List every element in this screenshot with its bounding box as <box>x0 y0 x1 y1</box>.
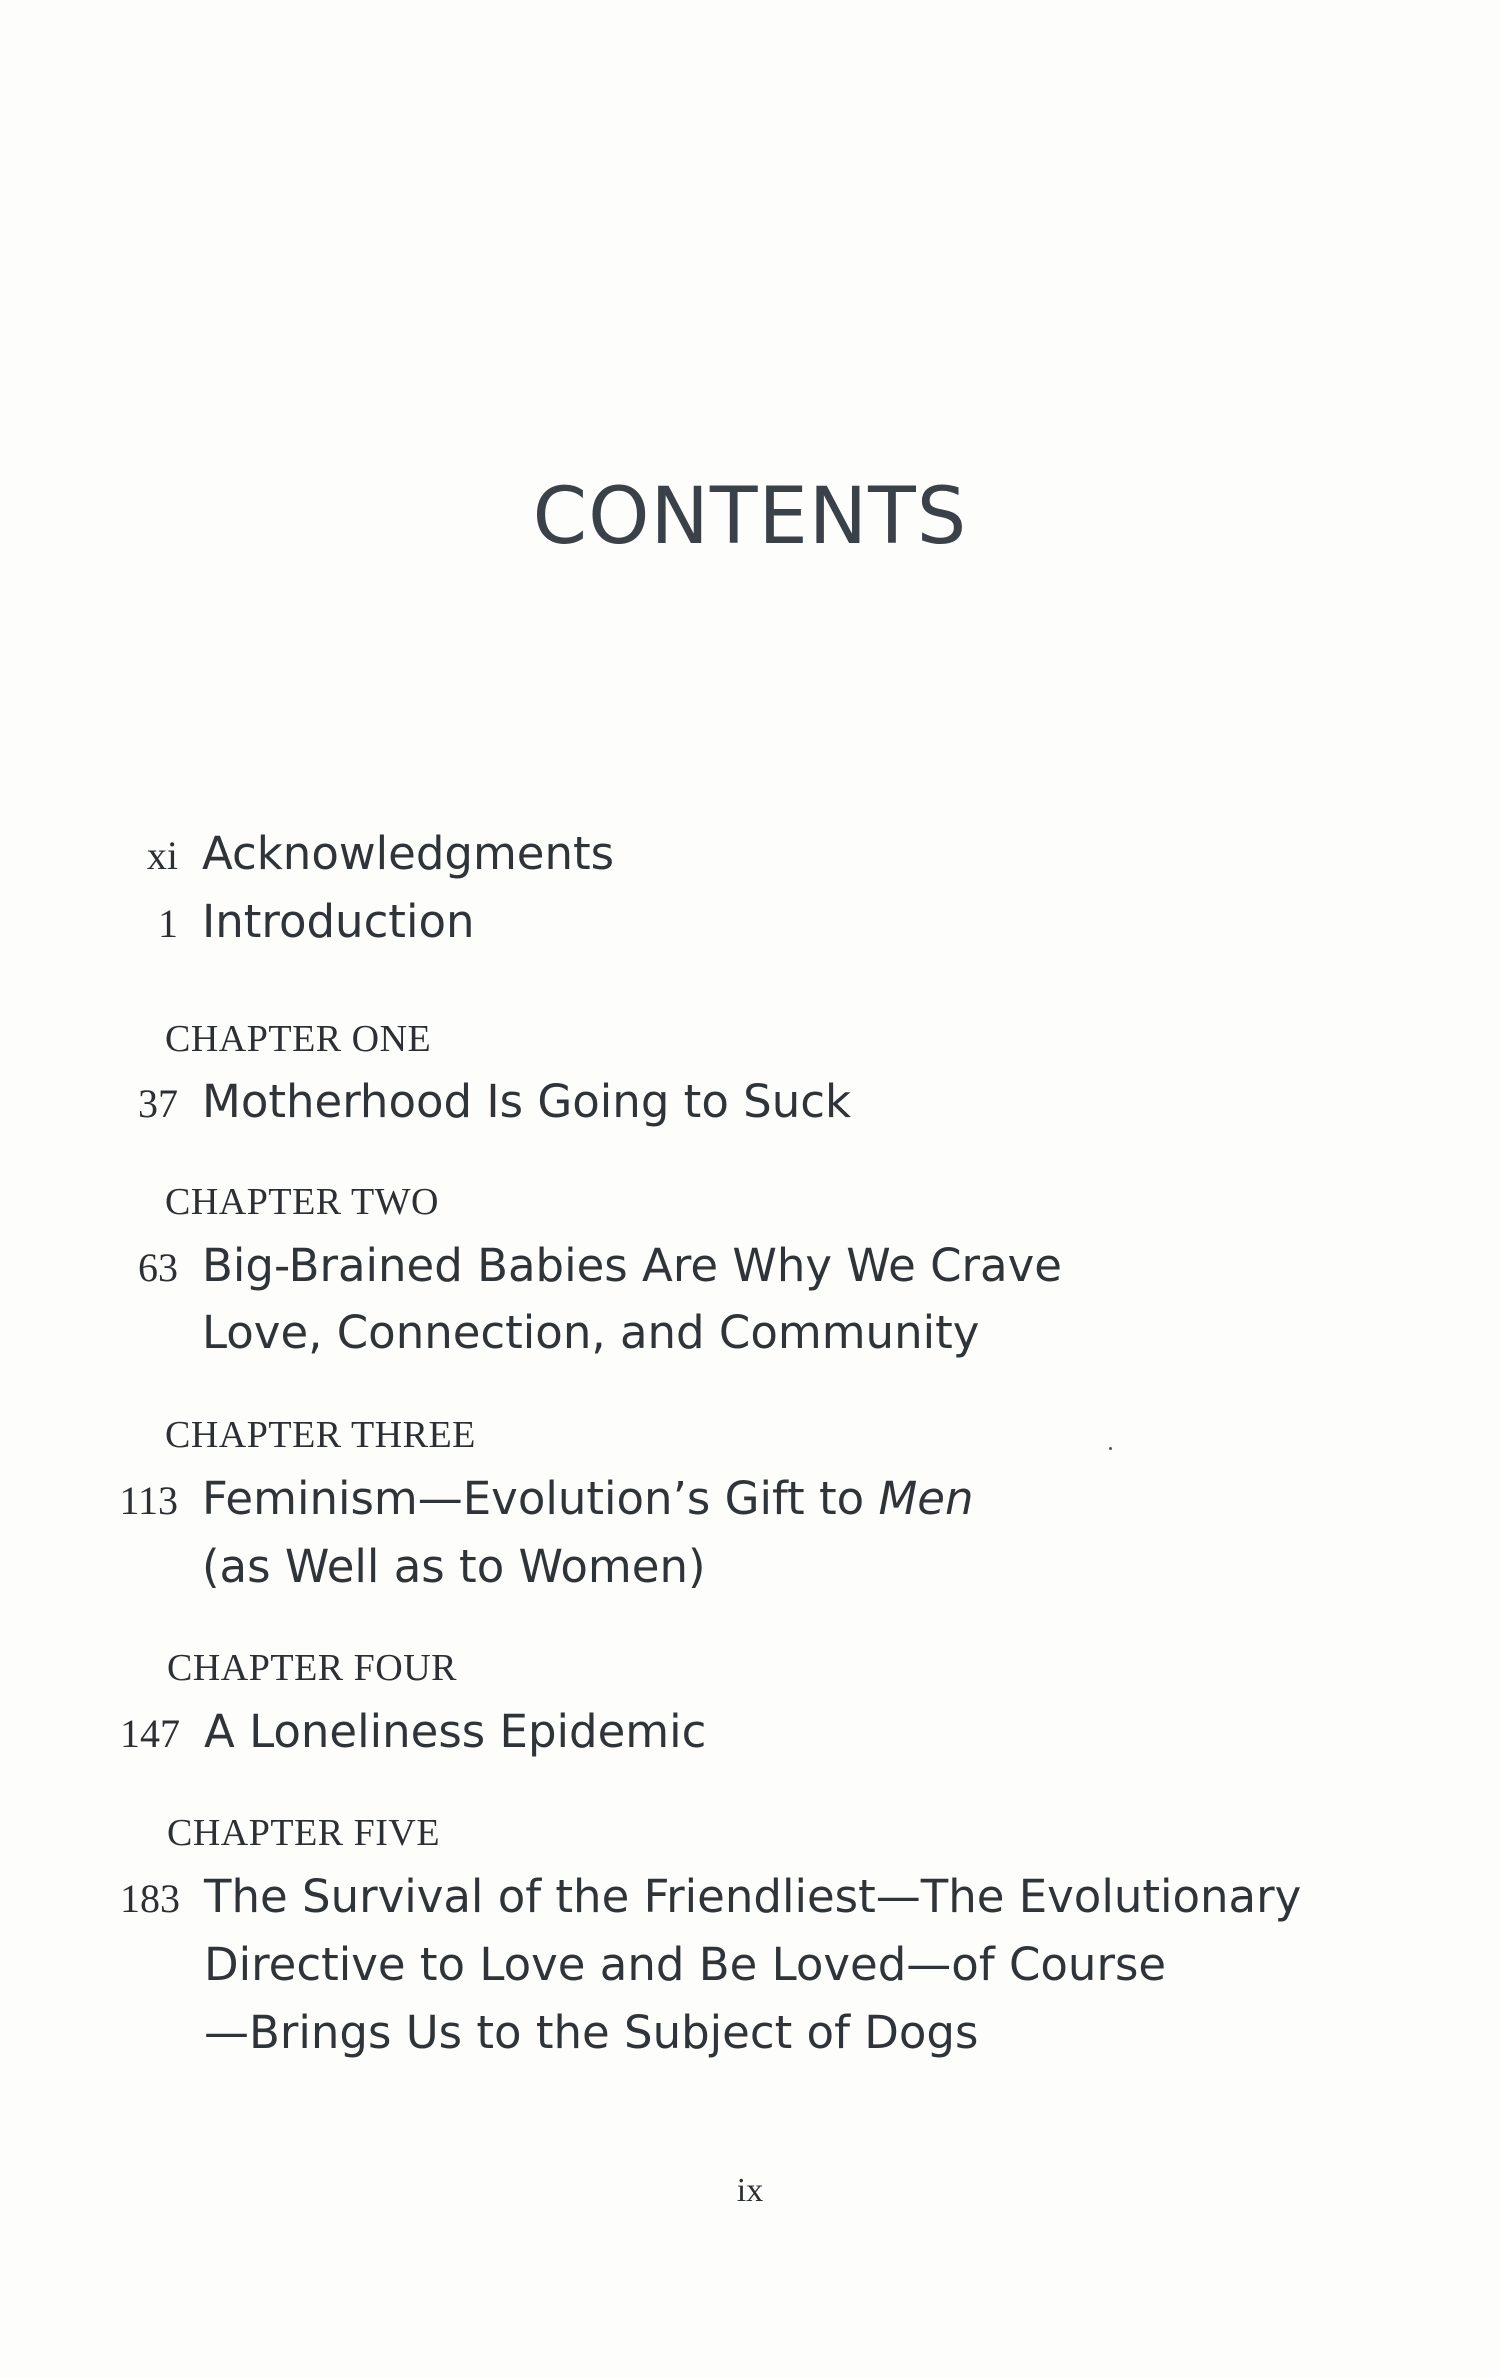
page-number: 183 <box>120 1876 180 1921</box>
page-title: CONTENTS <box>532 472 968 562</box>
entry-title-line <box>202 1465 974 1532</box>
chapter-label-five: CHAPTER FIVE <box>167 1812 441 1854</box>
entry-title-line: Big-Brained Babies Are Why We Crave <box>202 1239 1062 1292</box>
page-number: 147 <box>120 1711 180 1756</box>
chapter-label-two: CHAPTER TWO <box>165 1181 439 1223</box>
toc-entry-chapter-four[interactable] <box>92 1698 706 1765</box>
toc-entry-chapter-one[interactable] <box>90 1068 851 1135</box>
entry-title-line: Directive to Love and Be Loved—of Course <box>204 1938 1167 1991</box>
entry-title-line: (as Well as to Women) <box>202 1540 706 1593</box>
entry-title-line: The Survival of the Friendliest—The Evolutionary <box>204 1870 1302 1923</box>
page-number: 113 <box>119 1478 178 1523</box>
toc-entry-chapter-five-continued <box>92 1931 1166 1998</box>
page-number: xi <box>146 833 178 878</box>
page-number: 37 <box>138 1081 178 1126</box>
toc-entry-chapter-three-continued <box>90 1533 706 1600</box>
toc-entry-chapter-two-continued <box>90 1299 979 1366</box>
entry-title-line: A Loneliness Epidemic <box>204 1705 707 1758</box>
toc-entry-chapter-two[interactable] <box>90 1232 1062 1299</box>
page-folio: ix <box>736 2172 764 2209</box>
toc-entry-acknowledgments[interactable] <box>90 820 614 887</box>
chapter-label-three: CHAPTER THREE <box>165 1414 476 1456</box>
scan-speck <box>1109 1447 1112 1450</box>
toc-entry-chapter-three[interactable] <box>90 1465 974 1532</box>
chapter-label-four: CHAPTER FOUR <box>167 1647 457 1689</box>
entry-title-italic: Men <box>878 1472 974 1525</box>
entry-title-line: Motherhood Is Going to Suck <box>202 1075 852 1128</box>
entry-title: Acknowledgments <box>202 827 615 880</box>
entry-title: Introduction <box>202 895 475 948</box>
chapter-label-one: CHAPTER ONE <box>165 1018 432 1060</box>
toc-entry-chapter-five-continued <box>92 1999 978 2066</box>
toc-entry-chapter-five[interactable] <box>92 1863 1301 1930</box>
toc-entry-introduction[interactable] <box>90 888 475 955</box>
entry-title-text: Feminism—Evolution’s Gift to <box>202 1472 879 1525</box>
entry-title-line: —Brings Us to the Subject of Dogs <box>204 2006 979 2059</box>
page-number: 1 <box>158 901 178 946</box>
entry-title-line: Love, Connection, and Community <box>202 1306 980 1359</box>
page-number: 63 <box>138 1245 178 1290</box>
